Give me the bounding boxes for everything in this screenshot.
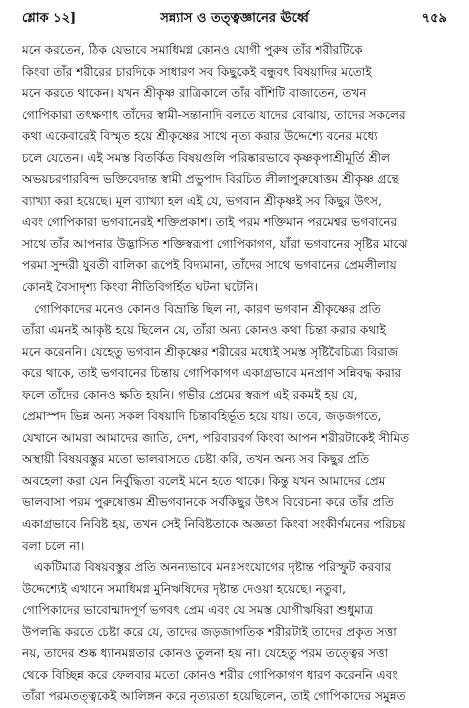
text-line: একাগ্রভাবে নিবিষ্ট হয়, তখন সেই নিবিষ্টতাকে অজ্ঞতা কিংবা সংকীর্ণমনের পরিচয় [22, 517, 406, 532]
text-line: উপলব্ধি করতে চেষ্টা করে যে, তাদের জড়জাগতিক শরীরটাই তাদের প্রকৃত সত্তা [22, 624, 397, 639]
text-line: মনে করতে থাকেন। যখন শ্রীকৃষ্ণ রাত্রিকালে তাঁর বাঁশিটি বাজাতেন, তখন [22, 86, 367, 101]
text-line: গোপিকাদের মনেও কোনও বিভ্রান্তি ছিল না, কারণ ভগবান শ্রীকৃষ্ণের প্রতি [34, 301, 381, 316]
text-line: কোনই বৈসাদৃশ্য কিংবা নীতিবিগর্হিত ঘটনা ঘটেনি। [22, 280, 259, 295]
text-line: সাথে তাঁর আপনার উদ্ভাসিত শক্তিস্বরূপা গোপিকাগণ, যাঁরা ভগবানের সৃষ্টির মাঝে [22, 236, 408, 251]
paragraph-1 [22, 40, 447, 299]
text-line: প্রেমাস্পদ ভিন্ন অন্য সকল বিষয়াদি চিন্তাবহির্ভূত হয়ে যায়। তবে, জড়জগতে, [22, 409, 382, 424]
text-line: গোপিকাদের ভাবোন্মাদপূর্ণ ভগবৎ প্রেম এবং যে সমস্ত যোগীঋষিরা শুধুমাত্র [22, 603, 374, 618]
text-line: পরমা সুন্দরী যুবতী বালিকা রূপেই বিদ্যমানা, তাঁদের সাথে ভগবানের প্রেমলীলায় [22, 258, 397, 273]
text-line: গোপিকারা তৎক্ষণাৎ তাঁদের স্বামী-সন্তানাদি বলতে যাদের বোঝায়, তাদের সকলের [22, 107, 406, 122]
paragraph-2 [22, 299, 447, 558]
text-line: অবহেলা করা যেন নির্বুদ্ধিতা বলেই মনে হতে থাকে। কিন্তু যখন আমাদের প্রেম [22, 473, 386, 488]
verse-reference: শ্লোক ১২] [22, 10, 77, 26]
paragraph-3 [22, 557, 447, 708]
text-line: উদ্দেশ্যেই এখানে সমাধিমগ্ন মুনিঋষিদের দৃষ্টান্ত দেওয়া হয়েছে। নতুবা, [22, 581, 346, 596]
text-line: অস্থায়ী বিষয়বস্তুর মতো ভালবাসতে চেষ্টা করি, তখন অন্য সব কিছুর প্রতি [22, 452, 370, 467]
text-line: ব্যাখ্যা করা হয়েছে। মূল ব্যাখ্যা হল এই যে, ভগবান শ্রীকৃষ্ণই সব কিছুর উৎস, [22, 193, 382, 208]
text-line: তাঁরা পরমতত্ত্বকেই আলিঙ্গন করে নৃত্যরতা হয়েছিলেন, তাই গোপিকাদের সমুন্নত [22, 689, 406, 704]
text-line: মনে করেননি। যেহেতু ভগবান শ্রীকৃষ্ণের শরীরের মধ্যেই সমস্ত সৃষ্টিবৈচিত্র্য বিরাজ [22, 344, 399, 359]
text-line: থেকে বিচ্ছিন্ন করে ফেলবার মতো কোনও শরীর গোপিকাগণ ধারণ করেননি এবং [22, 667, 398, 682]
chapter-title: সন্ন্যাস ও তত্ত্বজ্ঞানের ঊর্ধ্বে [160, 10, 309, 26]
text-line: ফলে তাঁদের কোনও ক্ষতি হয়নি। গভীর প্রেমের স্বরূপ এই রকমই হয় যে, [22, 387, 358, 402]
text-line: যেখানে আমরা আমাদের জাতি, দেশ, পরিবারবর্গ কিংবা আপন শরীরটাকেই সীমিত [22, 430, 410, 445]
body-text [22, 40, 447, 708]
page-number: ৭৫৯ [421, 10, 447, 26]
text-line: ভালবাসা পরম পুরুষোত্তম শ্রীভগবানকে সর্বকিছুর উৎস বিবেচনা করে তাঁর প্রতি [22, 495, 394, 510]
text-line: কথা একেবারেই বিস্মৃত হয়ে শ্রীকৃষ্ণের সাথে নৃত্য করার উদ্দেশ্যে বনের মধ্যে [22, 129, 378, 144]
text-line: বলা চলে না। [22, 538, 85, 553]
text-line: চলে যেতেন। এই সমস্ত বিতর্কিত বিষয়গুলি পরিষ্কারভাবে কৃষ্ণকৃপাশ্রীমূর্তি শ্রীল [22, 150, 391, 165]
text-line: তাঁরা এমনই আকৃষ্ট হয়ে ছিলেন যে, তাঁরা অন্য কোনও কথা চিন্তা করার কথাই [22, 323, 386, 338]
text-line: এবং গোপিকারা ভগবানেরই শক্তিপ্রকাশ। তাই পরম শক্তিমান পরমেশ্বর ভগবানের [22, 215, 398, 230]
text-line: নয়, তাদের শুষ্ক ধ্যানমগ্নতার কোনও তুলনা হয় না। যেহেতু পরম তত্ত্বের সত্তা [22, 646, 389, 661]
text-line: কিংবা তাঁর শরীরের চারদিকে সাধারণ সব কিছুকেই বন্ধুবৎ বিষয়াদির মতোই [22, 64, 372, 79]
text-line: অভয়চরণারবিন্দ ভক্তিবেদান্ত স্বামী প্রভুপাদ বিরচিত লীলাপুরুষোত্তম শ্রীকৃষ্ণ গ্রন্থে [22, 172, 399, 187]
running-header [22, 8, 447, 30]
text-line: করে থাকে, তাই ভগবানের চিন্তায় গোপিকাগণ একাগ্রভাবে মনপ্রাণ সন্নিবদ্ধ করার [22, 366, 402, 381]
text-line: একটিমাত্র বিষয়বস্তুর প্রতি অনন্যভাবে মনঃসংযোগের দৃষ্টান্ত পরিস্ফুট করবার [34, 560, 392, 575]
text-line: মনে করতেন, ঠিক যেভাবে সমাধিমগ্ন কোনও যোগী পুরুষ তাঁর শরীরটিকে [22, 43, 363, 57]
